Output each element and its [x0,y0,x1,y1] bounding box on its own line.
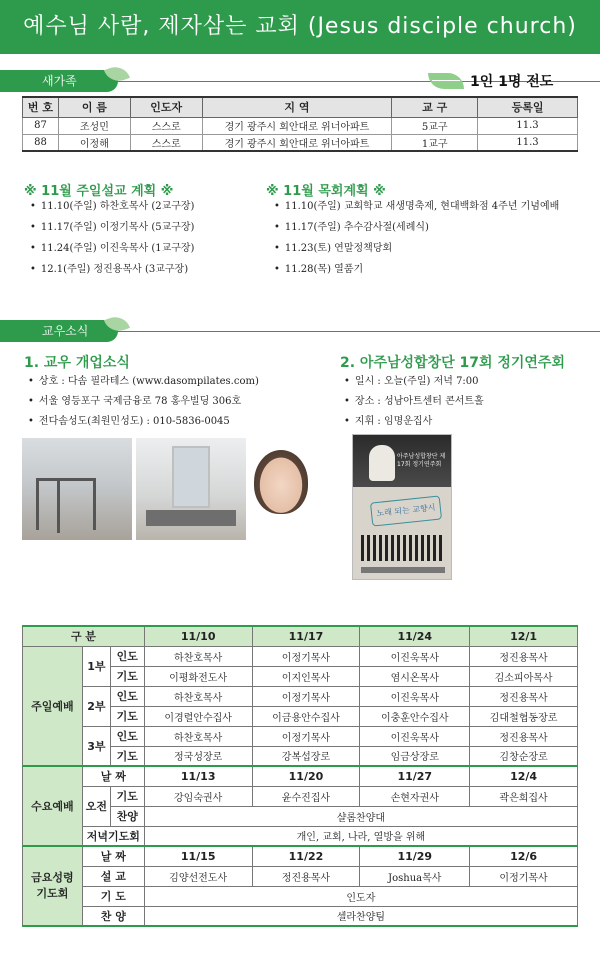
friday-prayer-label: 금요성령 기도회 [23,846,83,926]
cell-parish: 5교구 [392,117,478,134]
sermon-plan-list [30,196,194,280]
cell-date: 11/27 [360,766,470,786]
cell-name: 조성민 [58,117,130,134]
prayer-label: 기도 [110,746,144,766]
reformer-equipment [36,478,96,530]
list-item: • 지휘 : 임명운집사 [344,412,484,432]
cell-prayer: 곽은희집사 [470,786,578,806]
table-row [23,686,578,706]
cell-praise: 셀라찬양팀 [144,906,577,926]
new-family-table [22,96,578,152]
cell-prayer: 윤수진집사 [252,786,360,806]
evangelism-slogan-text: 1인 1명 전도 [470,74,554,90]
pilates-studio-photo [22,438,132,540]
list-item: • 서울 영등포구 국제금융로 78 홍우빌딩 306호 [28,392,259,412]
col-date: 11/24 [360,626,470,646]
opening-news-list [28,372,259,432]
cell-date: 11/13 [144,766,252,786]
table-row [23,134,578,151]
list-item: • 11.24(주일) 이진욱목사 (1교구장) [30,238,194,259]
cell-prayer: 김창순장로 [470,746,578,766]
cell-prayer: 이금용안수집사 [252,706,360,726]
cell-guide: 스스로 [130,134,202,151]
service-name: 2부 [82,686,110,726]
lead-label: 인도 [110,686,144,706]
cell-prayer: 인도자 [144,886,577,906]
cell-lead: 정진용목사 [470,686,578,706]
cell-region: 경기 광주시 회안대로 위너아파트 [202,134,392,151]
sunday-worship-label: 주일예배 [23,646,83,766]
evangelism-slogan [428,70,553,92]
cell-number: 88 [23,134,59,151]
cell-lead: 정진용목사 [470,646,578,666]
table-row [23,117,578,134]
opening-news-title: 1. 교우 개업소식 [24,355,130,371]
member-news-tab-label: 교우소식 [42,324,89,338]
col-category: 구 분 [23,626,145,646]
list-item: • 11.23(토) 연말정책당회 [274,238,559,259]
cell-sermon: 정진용목사 [252,866,360,886]
cell-guide: 스스로 [130,117,202,134]
cell-sermon: Joshua목사 [360,866,470,886]
col-region: 지 역 [202,97,392,117]
table-row [23,906,578,926]
cell-prayer: 임금상장로 [360,746,470,766]
cell-prayer: 이평화전도사 [144,666,252,686]
list-item: • 11.17(주일) 이정기목사 (5교구장) [30,217,194,238]
list-item: • 11.17(주일) 추수감사절(세례식) [274,217,559,238]
cell-prayer: 김소피아목사 [470,666,578,686]
col-registered: 등록일 [478,97,578,117]
cell-date: 12/6 [470,846,578,866]
date-label: 날 짜 [82,846,144,866]
cell-lead: 이진욱목사 [360,726,470,746]
church-slogan-banner [0,0,600,54]
col-name: 이 름 [58,97,130,117]
cell-lead: 이진욱목사 [360,686,470,706]
praise-label: 찬양 [110,806,144,826]
cell-prayer: 강복섭장로 [252,746,360,766]
sermon-plan-title: ※ 11월 주일설교 계획 ※ [24,184,174,199]
poster-title: 아주남성합창단 제17회 정기연주회 [397,453,446,468]
list-item: • 11.28(목) 열품기 [274,259,559,280]
lead-label: 인도 [110,726,144,746]
table-row [23,726,578,746]
prayer-label: 기도 [110,706,144,726]
cell-lead: 하찬호목사 [144,686,252,706]
worship-schedule-table [22,625,578,927]
col-parish: 교 구 [392,97,478,117]
cell-prayer: 염시온목사 [360,666,470,686]
cell-evening-prayer: 개인, 교회, 나라, 열방을 위해 [144,826,577,846]
cell-sermon: 김양선전도사 [144,866,252,886]
table-row [23,866,578,886]
prayer-label: 기 도 [82,886,144,906]
cell-prayer: 이지인목사 [252,666,360,686]
cell-lead: 이정기목사 [252,646,360,666]
service-name: 1부 [82,646,110,686]
concert-news-list [344,372,484,432]
cell-lead: 이정기목사 [252,686,360,706]
list-item: • 장소 : 성남아트센터 콘서트홀 [344,392,484,412]
table-row [23,886,578,906]
cell-name: 이정해 [58,134,130,151]
cell-prayer: 정국성장로 [144,746,252,766]
concert-news-title: 2. 아주남성합창단 17회 정기연주회 [340,355,565,371]
cell-date: 11/22 [252,846,360,866]
choir-silhouette [361,535,445,561]
sermon-label: 설 교 [82,866,144,886]
studio-mirror [172,446,210,508]
cell-sermon: 이정기목사 [470,866,578,886]
cell-lead: 하찬호목사 [144,646,252,666]
pilates-studio-photo [136,438,246,540]
cell-prayer: 이경렬안수집사 [144,706,252,726]
morning-label: 오전 [82,786,110,826]
cell-date: 11/29 [360,846,470,866]
table-row [23,766,578,786]
cell-date: 11/15 [144,846,252,866]
table-row [23,786,578,806]
table-row [23,646,578,666]
studio-bench [146,510,236,526]
list-item: • 전다솜성도(최원민성도) : 010-5836-0045 [28,412,259,432]
cell-lead: 이진욱목사 [360,646,470,666]
praise-label: 찬 양 [82,906,144,926]
church-slogan-title: 예수님 사람, 제자삼는 교회 (Jesus disciple church) [23,14,577,39]
lead-label: 인도 [110,646,144,666]
cell-registered: 11.3 [478,117,578,134]
member-news-tab [0,320,118,342]
cell-date: 12/4 [470,766,578,786]
col-number: 번 호 [23,97,59,117]
cell-lead: 하찬호목사 [144,726,252,746]
cell-praise: 샬롬찬양대 [144,806,577,826]
list-item: • 11.10(주일) 하찬호목사 (2교구장) [30,196,194,217]
col-date: 11/17 [252,626,360,646]
cell-number: 87 [23,117,59,134]
pastoral-plan-list [274,196,559,280]
new-family-tab-label: 새가족 [42,74,77,88]
cell-prayer: 이충훈안수집사 [360,706,470,726]
wednesday-worship-label: 수요예배 [23,766,83,846]
poster-script-title: 노래 되는 교향시 [370,495,442,526]
cell-prayer: 강임숙권사 [144,786,252,806]
cell-date: 11/20 [252,766,360,786]
cell-registered: 11.3 [478,134,578,151]
prayer-label: 기도 [110,786,144,806]
evening-prayer-label: 저녁기도회 [82,826,144,846]
owner-portrait-photo [254,450,308,514]
poster-footer [361,567,445,573]
cell-lead: 이정기목사 [252,726,360,746]
service-name: 3부 [82,726,110,766]
conductor-figure [369,445,395,481]
table-row [23,846,578,866]
cell-region: 경기 광주시 회안대로 위너아파트 [202,117,392,134]
col-guide: 인도자 [130,97,202,117]
date-label: 날 짜 [82,766,144,786]
pastoral-plan-title: ※ 11월 목회계획 ※ [266,184,386,199]
col-date: 11/10 [144,626,252,646]
list-item: • 일시 : 오늘(주일) 저녁 7:00 [344,372,484,392]
leaf-icon [428,73,464,89]
schedule-header-row [23,626,578,646]
cell-prayer: 손현자권사 [360,786,470,806]
list-item: • 11.10(주일) 교회학교 새생명축제, 현대백화점 4주년 기념예배 [274,196,559,217]
cell-lead: 정진용목사 [470,726,578,746]
concert-poster [352,434,452,580]
prayer-label: 기도 [110,666,144,686]
table-header-row [23,97,578,117]
table-row [23,826,578,846]
list-item: • 12.1(주일) 정진용목사 (3교구장) [30,259,194,280]
cell-parish: 1교구 [392,134,478,151]
cell-prayer: 김대철협동장로 [470,706,578,726]
new-family-tab [0,70,118,92]
list-item: • 상호 : 다솜 필라테스 (www.dasompilates.com) [28,372,259,392]
col-date: 12/1 [470,626,578,646]
